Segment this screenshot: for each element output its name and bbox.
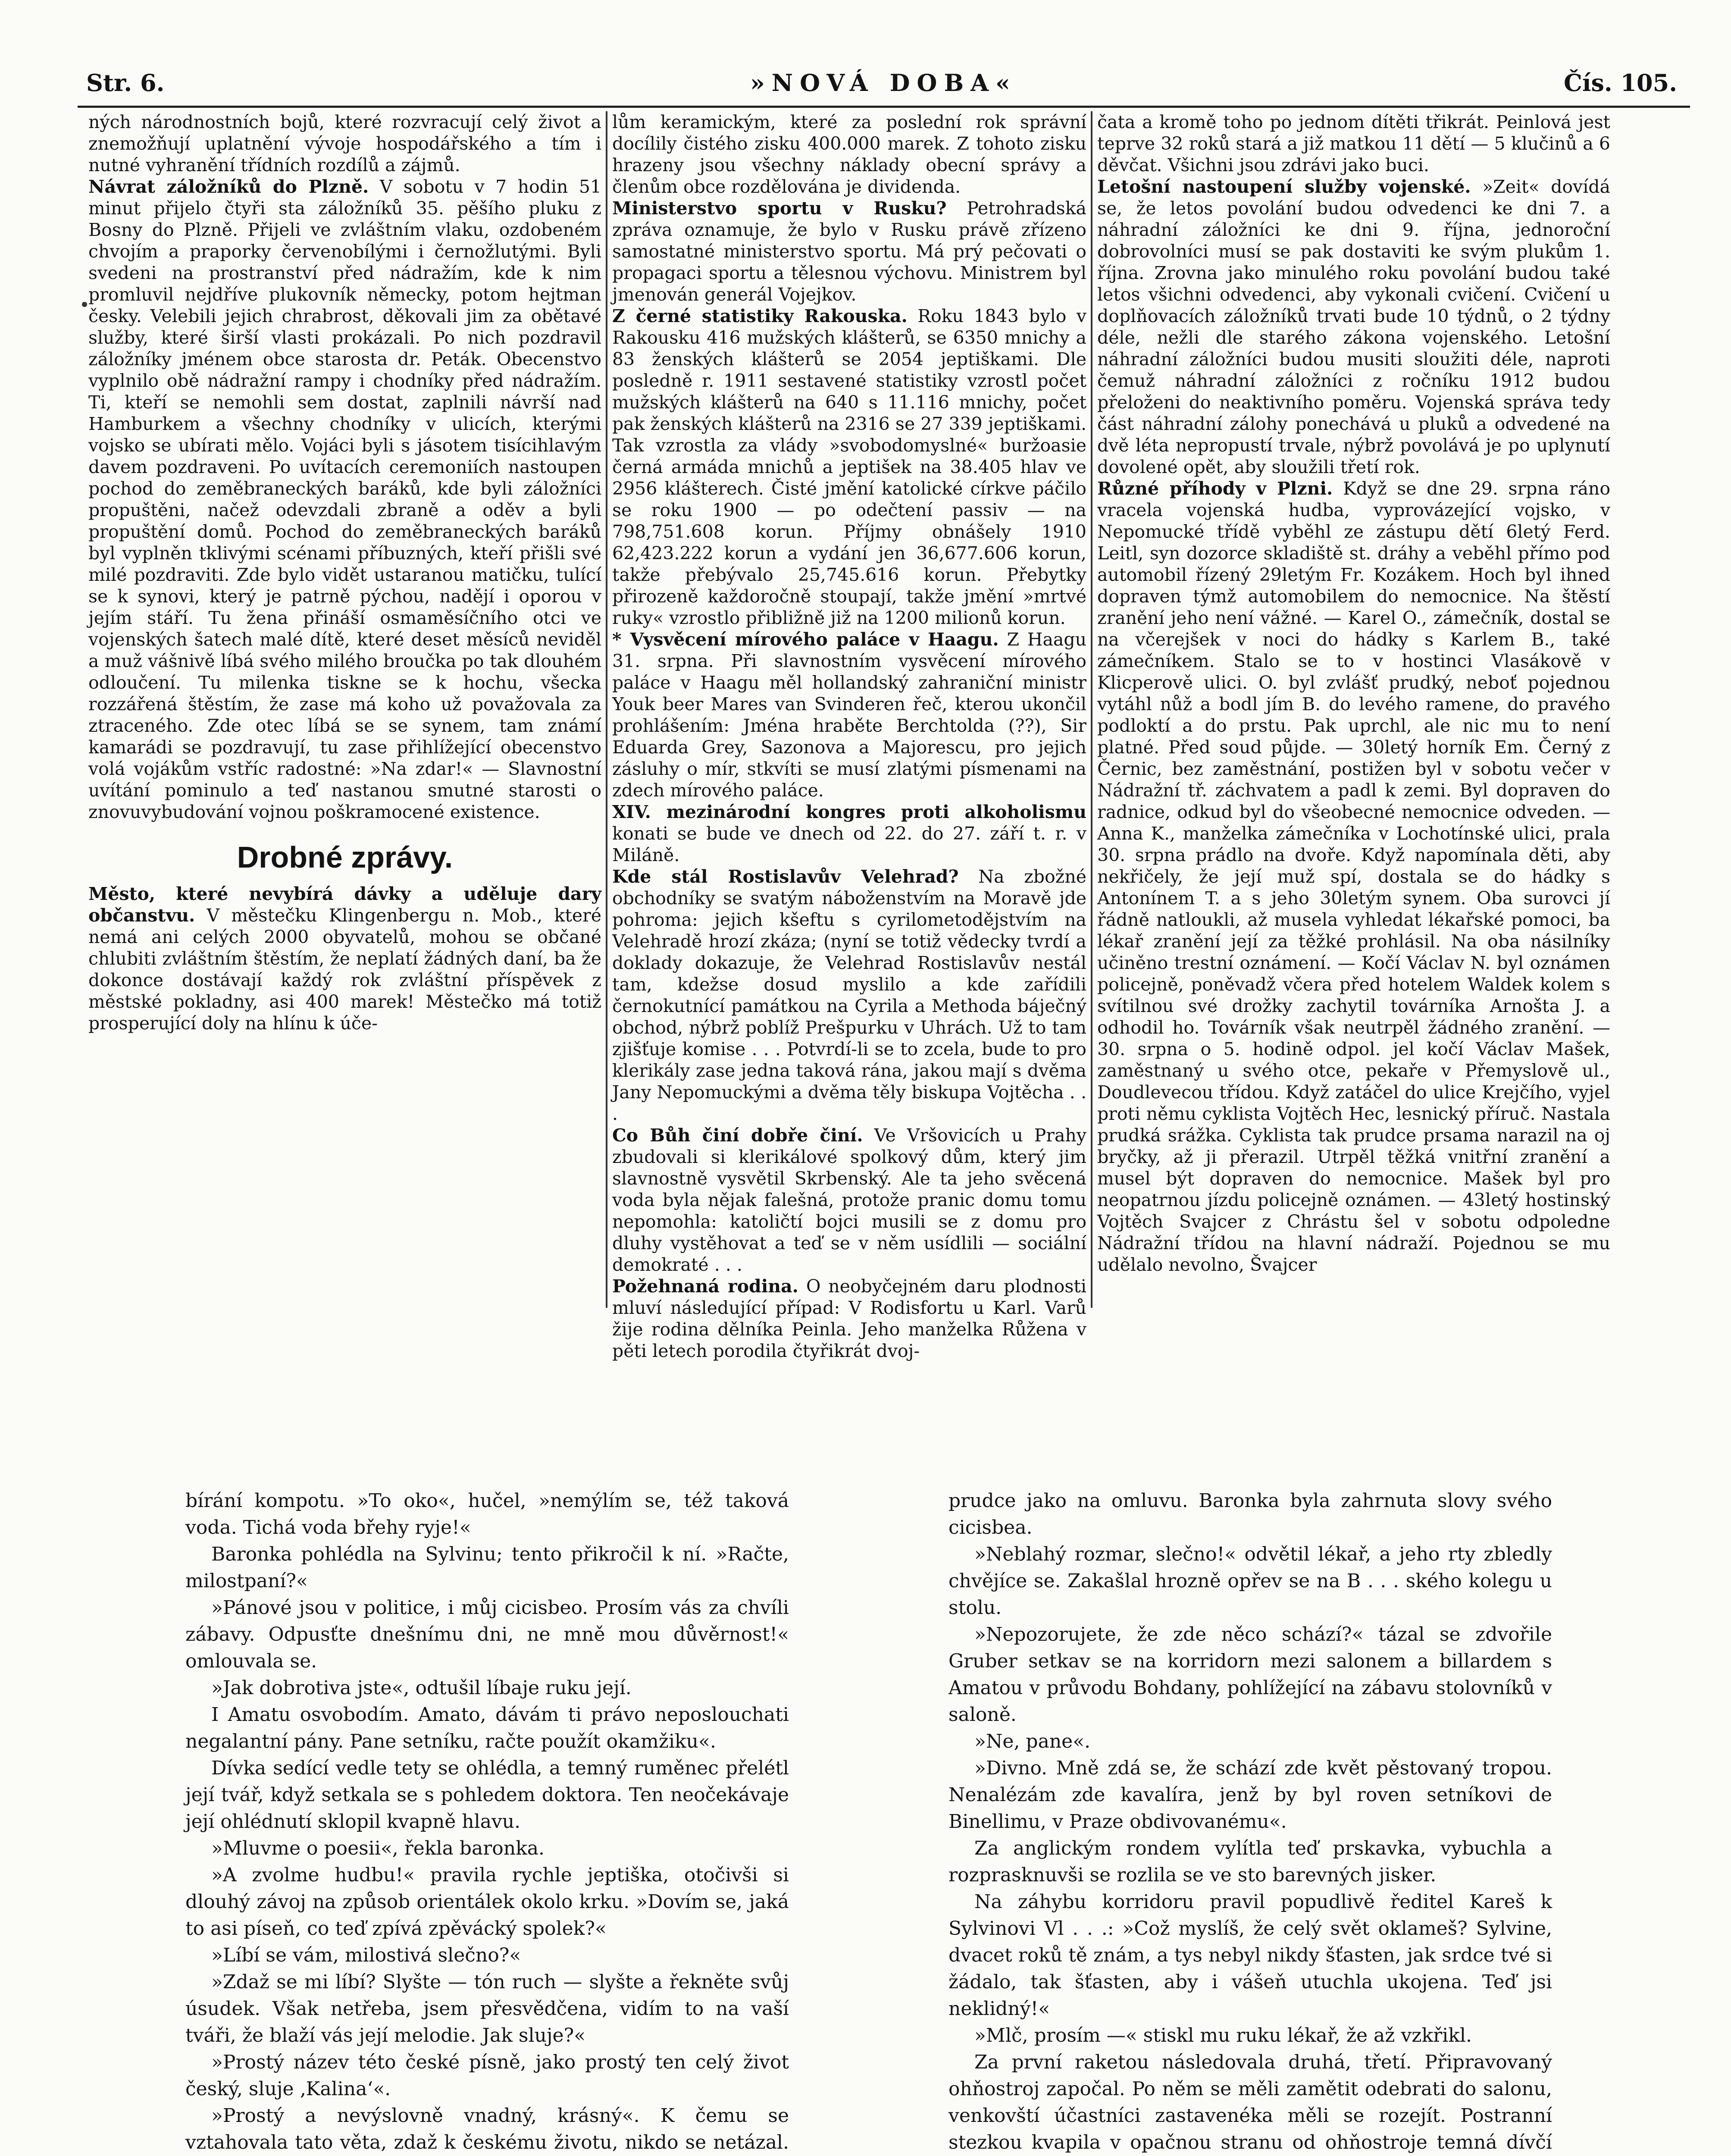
story-paragraph: Baronka pohlédla na Sylvinu; tento přikročil k ní. »Račte, milostpaní?«: [185, 1543, 789, 1592]
article-text: lům keramickým, které za poslední rok správní docílily čistého zisku 400.000 marek. Z tohoto zisku hrazeny jsou všechny náklady obecní správy a členům obce rozdělována je dividenda.: [612, 112, 1086, 197]
story-paragraph: »Mluvme o poesii«, řekla baronka.: [211, 1837, 545, 1859]
article-text: konati se bude ve dnech od 22. do 27. září t. r. v Miláně.: [612, 823, 1086, 865]
article: [88, 883, 601, 1034]
article-heading: Letošní nastoupení služby vojenské.: [1097, 176, 1471, 197]
story-paragraph: Dívka sedící vedle tety se ohlédla, a temný ruměnec přelétl její tvář, když setkala se s pohledem doktora. Ten neočekávaje její ohlédnutí sklopil kvapně hlavu.: [185, 1757, 789, 1833]
column-rule: [606, 111, 607, 1308]
article: [612, 801, 1086, 866]
article-text: Na zbožné obchodníky se svatým náboženstvím na Moravě jde pohroma: jejich kšeftu s cyrilometodějstvím na Velehradě hrozí zkáza; (nyní se totiž vědecky tvrdí a doklady dokazuje, že Velehrad Rostislavův nestál tam, kdežse dosud myslilo a kde zařídili černokutnící památkou na Cyrila a Methoda báječný obchod, nýbrž poblíž Prešpurku v Uhrách. Už to tam zjišťuje komise . . . Potvrdí-li se to zcela, bude to pro klerikály zase jedna taková rána, jakou mají s dvěma Jany Nepomuckými a dvěma těly biskupa Vojtěcha . . .: [612, 866, 1086, 1124]
story-paragraph: Za anglickým rondem vylítla teď prskavka, vybuchla a rozprasknuvši se rozlila se ve sto barevných jisker.: [948, 1837, 1552, 1886]
story-paragraph: »A zvolme hudbu!« pravila rychle jeptiška, otočivši si dlouhý závoj na způsob orientálek okolo krku. »Dovím se, jaká to asi píseň, co teď zpívá zpěvácký spolek?«: [185, 1864, 789, 1940]
article: [612, 1275, 1086, 1362]
story-paragraph: Za první raketou následovala druhá, třetí. Připravovaný ohňostroj započal. Po něm se měli zamětit odebrati do salonu, venkovští účastníci zastavenéka měli se rozejít. Postranní stezkou kvapila v opačnou stranu od ohňostroje temná dívčí: [948, 2051, 1552, 2153]
article: [1097, 176, 1610, 478]
article-text: Když se dne 29. srpna ráno vracela vojenská hudba, vyprovázející vojsko, v Nepomucké třídě vyběhl ze zástupu dětí 6letý Ferd. Leitl, syn dozorce skladiště st. dráhy a veběhl přímo pod automobil řízený 29letým Fr. Kozákem. Hoch byl ihned dopraven týmž automobilem do nemocnice. Na štěstí zranění jeho není vážné. — Karel O., zámečník, dostal se na včerejšek v noci do hádky s Karlem B., také zámečníkem. Stalo se to v hostinci Vlasákově v Klicperově ulici. O. byl zvlášť prudký, neboť pojednou vytáhl nůž a bodl jím B. do levého ramene, do pravého podloktí a do prstu. Pak uprchl, ale nic mu to není platné. Před soud půjde. — 30letý horník Em. Černý z Černic, bez zaměstnání, postižen byl v sobotu večer v Nádražní tř. záchvatem a padl k zemi. Byl dopraven do radnice, odkud byl do všeobecné nemocnice odveden. — Anna K., manželka zámečníka v Lochotínské ulici, prala 30. srpna prádlo na dvoře. Když napomínala děti, aby nekřičely, že její muž spí, dostala se do hádky s Antonínem T. a s jeho 30letým synem. Oba surovci jí řádně natloukli, až musela vyhledat lékařské pomoci, ba lékař zranění její za těžké prohlásil. Na oba násilníky učiněno trestní oznámení. — Kočí Václav N. byl oznámen policejně, poněvadž včera před hotelem Waldek kolem s svítilnou své drožky zachytil továrníka Arnošta J. a odhodil ho. Továrník však neutrpěl žádného zranění. — 30. srpna o 5. hodině odpol. jel kočí Václav Mašek, zaměstnaný u svého otce, pekaře v Přemyslově ul., Doudlevecou třídou. Když zatáčel do ulice Krejčího, vyjel proti němu cyklista Vojtěch Hec, lesnický příruč. Nastala prudká srážka. Cyklista tak prudce prsama narazil na oj bryčky, až ji přerazil. Utrpěl těžká vnitřní zranění a musel být dopraven do nemocnice. Mašek byl pro neopatrnou jízdu policejně oznámen. — 43letý hostinský Vojtěch Svajcer z Chrástu šel v sobotu odpoledne Nádražní třídou na hlavní nádraží. Pojednou se mu udělalo nevolno, Švajcer: [1097, 478, 1610, 1275]
story-paragraph: »Ne, pane«.: [974, 1730, 1091, 1752]
article-text: Roku 1843 bylo v Rakousku 416 mužských klášterů, se 6350 mnichy a 83 ženských klášterů se 2054 jeptiškami. Dle posledně r. 1911 sestavené statistiky vzrostl počet mužských klášterů na 640 s 11.116 mnichy, počet pak ženských klášterů na 2316 se 27 339 jeptiškami. Tak vzrostla za vlády »svobodomyslné« buržoasie černá armáda mnichů a jeptišek na 38.405 hlav ve 2956 klášterech. Čisté jmění katolické církve páčilo se roku 1900 — po odečtení passiv — na 798,751.608 korun. Příjmy obnášely 1910 62,423.222 korun a vydání jen 36,677.606 korun, takže přebývalo 25,745.616 korun. Přebytky přirozeně každoročně stoupají, takže jmění »mrtvé ruky« vzrostlo přibližně již na 1200 milionů korun.: [612, 306, 1086, 628]
article: [612, 1125, 1086, 1275]
article-heading: Co Bůh činí dobře činí.: [612, 1125, 863, 1146]
article-text: V sobotu v 7 hodin 51 minut přijelo čtyři sta záložníků 35. pěšího pluku z Bosny do Plzně. Přijeli ve zvláštním vlaku, ozdobeném chvojím a praporky červenobílými i černožlutými. Byli svedeni na prostranství před nádražím, kde k nim promluvil nejdříve plukovník německy, potom hejtman česky. Velebili jejich chrabrost, děkovali jim za obětavé služby, které širší vlasti prokázali. Po nich pozdravil záložníky jménem obce starosta dr. Peták. Obecenstvo vyplnilo obě nádražní rampy i chodníky před nádražím. Ti, kteří se nemohli sem dostat, zaplnili návrší nad Hamburkem a všechny chodníky v ulicích, kterými vojsko se ubírati mělo. Vojáci byli s jásotem tisícihlavým davem pozdraveni. Po uvítacích ceremoniích nastoupen pochod do zeměbraneckých baráků, kde byli záložníci propuštěni, načež odevzdali zbraně a oděv a byli propuštění domů. Pochod do zeměbraneckých baráků byl vyplněn tklivými scénami příbuzných, kteří přišli své milé pozdraviti. Zde bylo vidět ustaranou matičku, tulící se k synovi, který je patrně pýchou, nadějí i oporou v jejím stáří. Tu žena přináší osmaměsíčního otci ve vojenských šatech malé dítě, které deset měsíců neviděl a muž vášnivě líbá svého milého broučka po tak dlouhém odloučení. Tu milenka tiskne se k hochu, všecka rozzářená štěstím, že zase má koho už považovala za ztraceného. Zde otec líbá se se synem, tam známí kamarádi se pozdravují, tu zase přihlížející obecenstvo volá vojákům vstříc radostné: »Na zdar!« — Slavnostní uvítání pominulo a teď nastanou smutné starosti o znovuvybudování vojnou poškramocené existence.: [88, 176, 601, 822]
story-paragraph: »Jak dobrotiva jste«, odtušil líbaje ruku její.: [211, 1677, 632, 1699]
header-rule: [78, 106, 1690, 108]
article: [612, 866, 1086, 1125]
article-heading: Kde stál Rostislavův Velehrad?: [612, 866, 959, 887]
story-paragraph: bírání kompotu. »To oko«, hučel, »nemýlím se, též taková voda. Tichá voda břehy ryje!«: [185, 1490, 789, 1539]
article: [88, 176, 601, 823]
story-paragraph: »Líbí se vám, milostivá slečno?«: [211, 1944, 521, 1966]
article-heading: * Vysvěcení mírového paláce v Haagu.: [612, 629, 999, 650]
story-paragraph: »Divno. Mně zdá se, že schází zde květ pěstovaný tropou. Nenalézám zde kavalíra, jenž by byl roven setníkovi de Binellimu, v Praze obdivovanému«.: [948, 1757, 1552, 1833]
article: [1097, 478, 1610, 1275]
column-3: [1097, 111, 1610, 1308]
article-heading: Různé příhody v Plzni.: [1097, 478, 1333, 499]
issue-number: Čís. 105.: [1563, 69, 1677, 97]
article-heading: XIV. mezinárodní kongres proti alkoholismu: [612, 802, 1086, 822]
story-paragraph: »Zdaž se mi líbí? Slyšte — tón ruch — slyšte a řekněte svůj úsudek. Však netřeba, jsem přesvědčena, vidím to na vaší tváři, že blaží vás její melodie. Jak sluje?«: [185, 1971, 789, 2046]
story-paragraph: »Neblahý rozmar, slečno!« odvětil lékař, a jeho rty zbledly chvějíce se. Zakašlal hrozně opřev se na B . . . ského kolegu u stolu.: [948, 1543, 1552, 1619]
article: [612, 305, 1086, 629]
story-paragraph: I Amatu osvobodím. Amato, dávám ti právo neposlouchati negalantní pány. Pane setníku, račte použít okamžiku«.: [185, 1704, 789, 1752]
column-rule: [1091, 111, 1092, 1308]
section-title: Drobné zprávy.: [237, 840, 453, 874]
article-heading: Město, které nevybírá dávky a uděluje dary občanstvu.: [88, 884, 601, 926]
page-header: [78, 65, 1690, 103]
story-paragraph: »Mlč, prosím —« stiskl mu ruku lékař, že až vzkřikl.: [974, 2024, 1472, 2046]
story-paragraph: Na záhybu korridoru pravil popudlivě ředitel Kareš k Sylvinovi Vl . . .: »Což myslíš, že celý svět oklameš? Sylvine, dvacet roků tě znám, a tys nebyl nikdy šťasten, jak srdce tvé si žádalo, tak šťasten, aby i vášeň utuchla ukojena. Teď jsi neklidný!«: [948, 1891, 1552, 2020]
article-text: »Zeit« dovídá se, že letos povolání budou odvedenci ke dni 7. a náhradní záložníci ke dni 9. října, jednoroční dobrovolníci musí se pak dostaviti ke svým plukům 1. října. Zrovna jako minulého roku povolání budou také letos všichni odvedenci, aby vykonali cvičení. Cvičení u doplňovacích záložníků trvati bude 10 týdnů, o 2 týdny déle, nežli dle starého zákona vojenského. Letošní náhradní záložníci budou musiti sloužiti déle, naproti čemuž náhradní záložníci z ročníku 1912 budou přeloženi do neaktivního poměru. Vojenská správa tedy část náhradní zálohy ponechává u pluků a odvedené na dvě léta nepropustí trvale, nýbrž povolává je po uplynutí dovolené opět, aby sloužili třetí rok.: [1097, 176, 1610, 477]
column-1: [88, 111, 601, 1308]
article-heading: Požehnaná rodina.: [612, 1276, 798, 1297]
article-text: Petrohradská zpráva oznamuje, že bylo v Rusku právě zřízeno samostatné ministerstvo sportu. Má prý pečovati o propagaci sportu a tělesnou výchovu. Ministrem byl jmenován generál Vojejkov.: [612, 198, 1086, 305]
column-2: [612, 111, 1086, 1361]
article: [612, 629, 1086, 801]
story-paragraph: »Prostý a nevýslovně vnadný, krásný«. K čemu se vztahovala tato věta, zdaž k českému životu, nikdo se netázal.: [185, 2105, 789, 2153]
story-paragraph: »Pánové jsou v politice, i můj cicisbeo. Prosím vás za chvíli zábavy. Odpusťte dnešnímu dni, ne mně mou důvěrnost!« omlouvala se.: [185, 1597, 789, 1672]
article-heading: Návrat záložníků do Plzně.: [88, 176, 369, 197]
article-text: V městečku Klingenbergu n. Mob., které nemá ani celých 2000 obyvatelů, mohou se občané chlubiti zvláštním štěstím, že neplatí žádných daní, ba že dokonce dostávají každý rok zvláštní příspěvek z městské pokladny, asi 400 marek! Městečko má totiž prosperující doly na hlínu k úče-: [88, 905, 601, 1034]
article-text: Z Haagu 31. srpna. Při slavnostním vysvěcení mírového paláce v Haagu měl hollandský zahraniční ministr Youk beer Mares van Svinderen řeč, kterou ukončil prohlášením: Jména hraběte Berchtolda (??), Sir Eduarda Grey, Sazonova a Majorescu, pro jejich zásluhy o mír, stkvíti se musí zlatými písmenami na zdech mírového paláce.: [612, 629, 1086, 801]
story-paragraph: »Prostý název této české písně, jako prostý ten celý život český, sluje ‚Kalina‘«.: [185, 2051, 789, 2100]
story-left-column: [185, 1488, 789, 2156]
article-heading: Z černé statistiky Rakouska.: [612, 306, 908, 326]
article-text: O neobyčejném daru plodnosti mluví následující případ: V Rodisfortu u Karl. Varů žije rodina dělníka Peinla. Jeho manželka Růžena v pěti letech porodila čtyřikrát dvoj-: [612, 1276, 1086, 1361]
article-text: čata a kromě toho po jednom dítěti třikrát. Peinlová jest teprve 32 roků stará a již matkou 11 dětí — 5 klučinů a 6 děvčat. Všichni jsou zdrávi jako buci.: [1097, 112, 1610, 175]
page-label: Str. 6.: [86, 69, 165, 97]
masthead: »NOVÁ DOBA«: [750, 69, 1017, 97]
article-text: Ve Vršovicích u Prahy zbudovali si klerikálové spolkový dům, který jim slavnostně vysvětil Skrbenský. Ale ta jeho svěcená voda byla nějak falešná, protože pranic domu tomu nepomohla: katoličtí bojci musili se z domu pro dluhy vystěhovat a teď se v něm usídlili — sociální demokraté . . .: [612, 1125, 1086, 1275]
story-right-column: [948, 1488, 1552, 2156]
article-text: ných národnostních bojů, které rozvracují celý život a znemožňují uplatnění vývoje hospodářského a tím i nutné vyhranění třídních rozdílů a zájmů.: [88, 112, 601, 175]
margin-dot: [82, 302, 87, 307]
story-paragraph: prudce jako na omluvu. Baronka byla zahrnuta slovy svého cicisbea.: [948, 1490, 1552, 1539]
article: [612, 197, 1086, 305]
story-paragraph: »Nepozorujete, že zde něco schází?« tázal se zdvořile Gruber setkav se na korridorn mezi salonem a billardem s Amatou v průvodu Bohdany, pohlížející na zábavu stolovníků v saloně.: [948, 1623, 1552, 1726]
article-heading: Ministerstvo sportu v Rusku?: [612, 198, 947, 219]
